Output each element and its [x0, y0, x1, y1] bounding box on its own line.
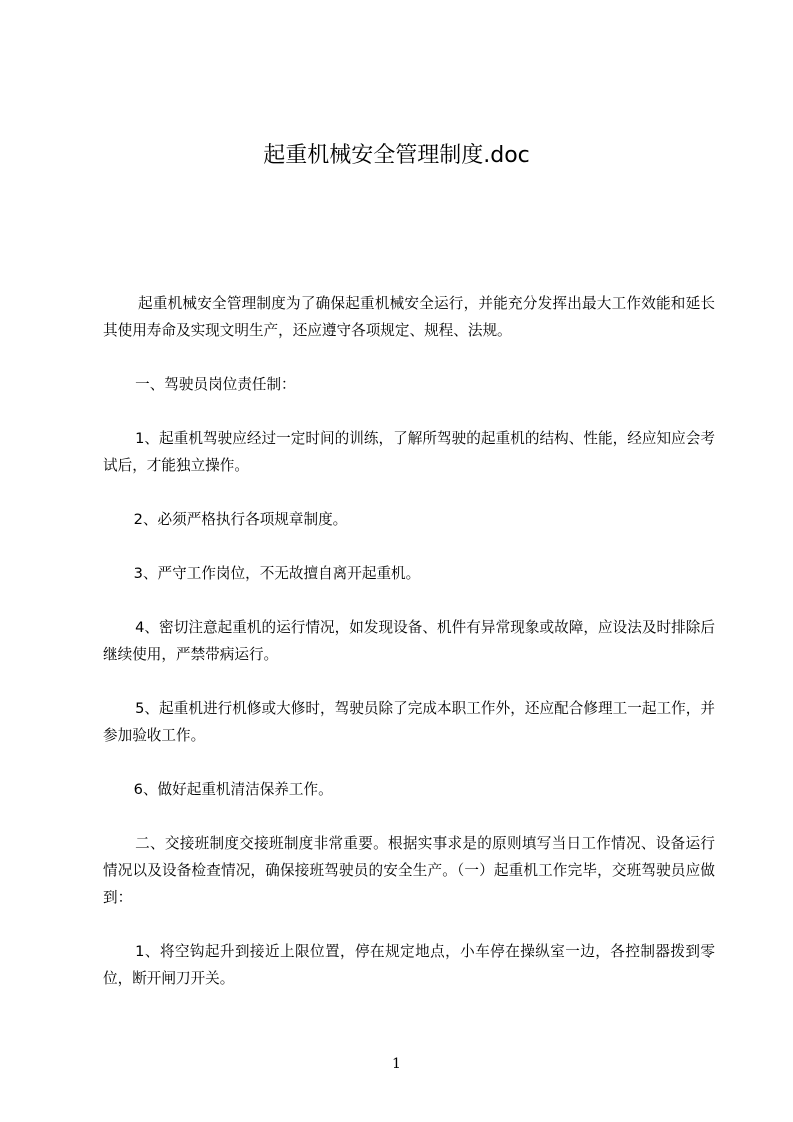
section-heading-shift-handover: 二、交接班制度交接班制度非常重要。根据实事求是的原则填写当日工作情况、设备运行情况以及设备检查情况，确保接班驾驶员的安全生产。（一）起重机工作完毕，交班驾驶员应做到：	[103, 835, 715, 906]
list-item: 1、起重机驾驶应经过一定时间的训练，了解所驾驶的起重机的结构、性能，经应知应会考试后，才能独立操作。	[103, 430, 715, 474]
intro-paragraph: 起重机械安全管理制度为了确保起重机械安全运行，并能充分发挥出最大工作效能和延长其使用寿命及实现文明生产，还应遵守各项规定、规程、法规。	[103, 295, 715, 339]
list-item: 2、必须严格执行各项规章制度。	[133, 511, 348, 528]
list-item: 6、做好起重机清洁保养工作。	[133, 781, 333, 798]
list-item: 5、起重机进行机修或大修时，驾驶员除了完成本职工作外，还应配合修理工一起工作，并参加验收工作。	[103, 700, 715, 744]
page-number: 1	[392, 1056, 401, 1072]
section-heading-driver-responsibility: 一、驾驶员岗位责任制：	[135, 376, 296, 393]
list-item: 3、严守工作岗位，不无故擅自离开起重机。	[133, 565, 421, 582]
document-title: 起重机械安全管理制度.doc	[263, 143, 530, 168]
list-item: 4、密切注意起重机的运行情况，如发现设备、机件有异常现象或故障，应设法及时排除后继续使用，严禁带病运行。	[103, 619, 715, 663]
document-body	[103, 290, 715, 1019]
list-item: 1、将空钩起升到接近上限位置，停在规定地点，小车停在操纵室一边，各控制器拨到零位，断开闸刀开关。	[103, 943, 715, 987]
